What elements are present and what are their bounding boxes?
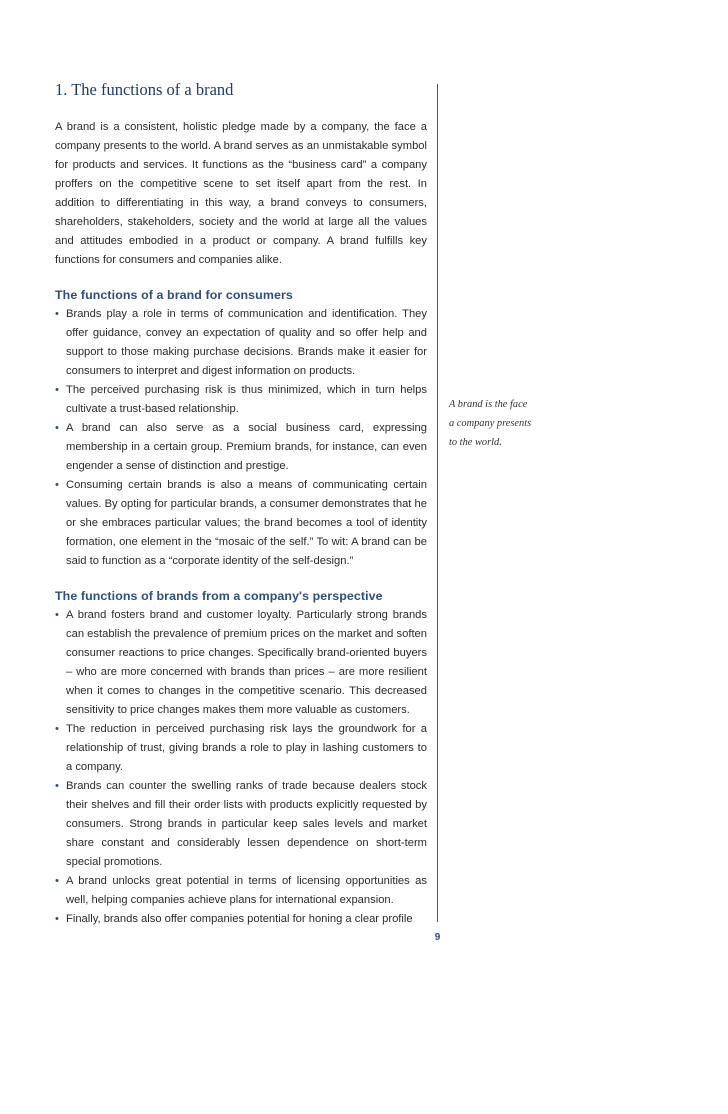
bullet-icon: •: [55, 780, 59, 792]
page-number: 9: [434, 932, 441, 943]
list-item-text: The reduction in perceived purchasing risk lays the groundwork for a relationship of trust, giving brands a role to play in lashing customers to a company.: [66, 723, 427, 773]
list-item: [55, 381, 427, 419]
pull-quote-line: a company presents: [449, 418, 532, 429]
bullet-icon: •: [55, 913, 59, 925]
intro-paragraph: A brand is a consistent, holistic pledge made by a company, the face a company presents to the world. A brand serves as an unmistakable symbol for products and services. It functions as the “business card” a company proffers on the competitive scene to set itself apart from the rest. In addition to differentiating in this way, a brand conveys to consumers, shareholders, stakeholders, society and the world at large all the values and attitudes embodied in a product or company. A brand fulfills key functions for consumers and companies alike.: [55, 121, 427, 266]
list-item: [55, 910, 427, 929]
pull-quote-line: A brand is the face: [449, 399, 528, 410]
pull-quote-line: to the world.: [449, 437, 502, 448]
section-title: 1. The functions of a brand: [55, 80, 234, 99]
list-item-text: Brands can counter the swelling ranks of trade because dealers stock their shelves and fill their order lists with products explicitly requested by consumers. Strong brands in particular keep sales levels and market share constant and considerably lessen dependence on short-term special promotions.: [66, 780, 427, 868]
bullet-icon: •: [55, 723, 59, 735]
company-bullet-list: [55, 606, 427, 929]
list-item-text: Brands play a role in terms of communication and identification. They offer guidance, convey an expectation of quality and so offer help and support to those making purchase decisions. Brands make it easier for consumers to interpret and digest information on products.: [66, 308, 427, 377]
list-item-text: Finally, brands also offer companies potential for honing a clear profile: [66, 913, 413, 925]
list-item: [55, 476, 427, 571]
margin-pull-quote: [449, 395, 599, 452]
list-item: [55, 305, 427, 381]
bullet-icon: •: [55, 875, 59, 887]
bullet-icon: •: [55, 609, 59, 621]
company-heading: The functions of brands from a company's perspective: [55, 589, 383, 603]
list-item: [55, 419, 427, 476]
list-item: [55, 872, 427, 910]
consumers-heading: The functions of a brand for consumers: [55, 288, 293, 302]
list-item: [55, 720, 427, 777]
list-item-text: A brand fosters brand and customer loyalty. Particularly strong brands can establish the prevalence of premium prices on the market and soften consumer reactions to price changes. Specifically brand-oriented buyers – who are more concerned with brands than prices – are more resilient when it comes to changes in the competitive scenario. This decreased sensitivity to price changes makes them more valuable as customers.: [66, 609, 427, 716]
list-item-text: A brand can also serve as a social business card, expressing membership in a certain group. Premium brands, for instance, can even engender a sense of distinction and prestige.: [66, 422, 427, 472]
bullet-icon: •: [55, 384, 59, 396]
list-item: [55, 606, 427, 720]
consumers-bullet-list: [55, 305, 427, 571]
list-item-text: A brand unlocks great potential in terms of licensing opportunities as well, helping companies achieve plans for international expansion.: [66, 875, 427, 906]
bullet-icon: •: [55, 422, 59, 434]
list-item-text: Consuming certain brands is also a means of communicating certain values. By opting for particular brands, a consumer demonstrates that he or she embraces particular values; the brand becomes a tool of identity formation, one element in the “mosaic of the self.” To wit: A brand can be said to function as a “corporate identity of the self-design.”: [66, 479, 427, 567]
list-item-text: The perceived purchasing risk is thus minimized, which in turn helps cultivate a trust-based relationship.: [66, 384, 427, 415]
main-column: [55, 80, 427, 929]
list-item: [55, 777, 427, 872]
column-divider: [437, 84, 438, 922]
bullet-icon: •: [55, 479, 59, 491]
bullet-icon: •: [55, 308, 59, 320]
